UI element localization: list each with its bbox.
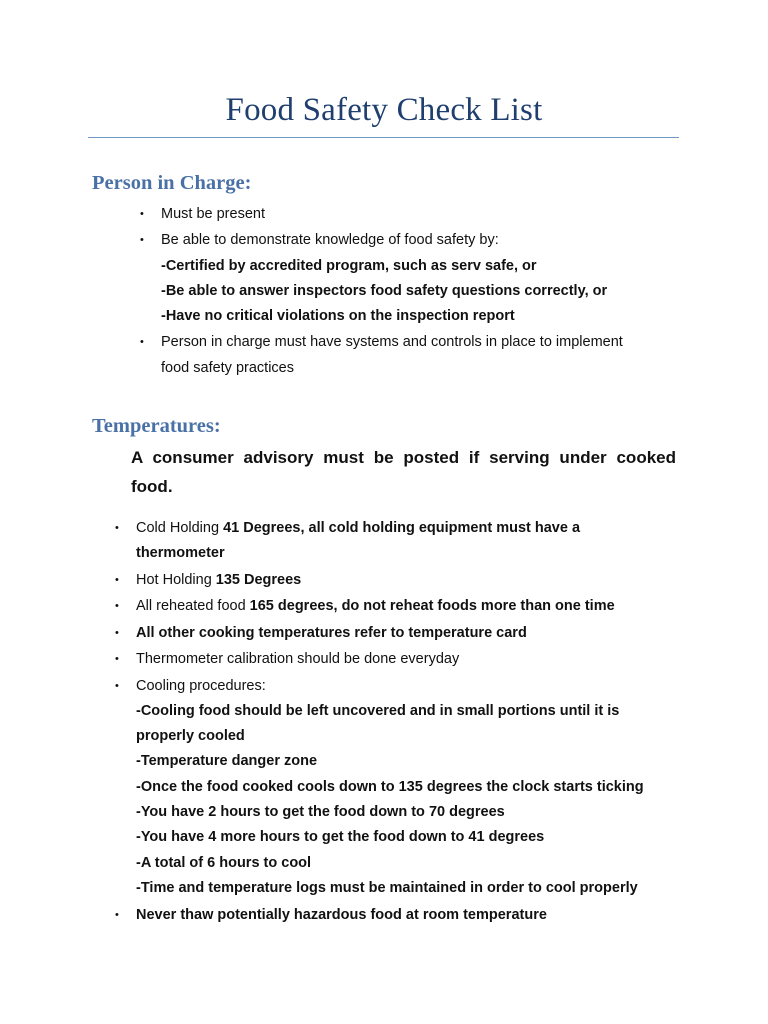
- cooling-sub-item: -You have 4 more hours to get the food down to 41 degrees: [136, 829, 545, 845]
- bullet-icon: •: [115, 909, 119, 921]
- sub-item: -Certified by accredited program, such as serv safe, or: [161, 258, 537, 274]
- list-item-hot-holding: [136, 571, 301, 589]
- sub-item: -Have no critical violations on the inspection report: [161, 308, 515, 324]
- bullet-icon: •: [140, 336, 144, 348]
- list-item-reheat: [136, 597, 615, 615]
- bullet-icon: •: [115, 600, 119, 612]
- list-item: Be able to demonstrate knowledge of food safety by:: [161, 232, 499, 248]
- cold-holding-value: 41 Degrees, all cold holding equipment must have a: [223, 520, 581, 536]
- list-item-calibration: Thermometer calibration should be done everyday: [136, 651, 460, 667]
- bullet-icon: •: [115, 680, 119, 692]
- cold-holding-label: Cold Holding: [136, 520, 224, 536]
- cooling-sub-item: -You have 2 hours to get the food down to 70 degrees: [136, 804, 505, 820]
- bullet-icon: •: [115, 522, 119, 534]
- heading-person-in-charge: Person in Charge:: [92, 172, 252, 194]
- cooling-sub-item: -Time and temperature logs must be maintained in order to cool properly: [136, 880, 638, 896]
- reheat-value: 165 degrees, do not reheat foods more than one time: [249, 598, 615, 614]
- bullet-icon: •: [115, 627, 119, 639]
- reheat-label: All reheated food: [136, 598, 250, 614]
- heading-temperatures: Temperatures:: [92, 415, 221, 437]
- bullet-icon: •: [140, 234, 144, 246]
- bullet-icon: •: [140, 208, 144, 220]
- cooling-sub-item: properly cooled: [136, 728, 245, 744]
- list-item: Person in charge must have systems and controls in place to implement: [161, 334, 623, 350]
- cooling-sub-item: -A total of 6 hours to cool: [136, 855, 312, 871]
- title-divider: [88, 137, 679, 138]
- bullet-icon: •: [115, 653, 119, 665]
- list-item-other-temps: All other cooking temperatures refer to temperature card: [136, 625, 527, 641]
- list-item-cold-holding: [136, 519, 580, 537]
- list-item-cooling: Cooling procedures:: [136, 678, 266, 694]
- bullet-icon: •: [115, 574, 119, 586]
- cooling-sub-item: -Once the food cooked cools down to 135 degrees the clock starts ticking: [136, 779, 644, 795]
- hot-holding-value: 135 Degrees: [215, 572, 302, 588]
- cooling-sub-item: -Temperature danger zone: [136, 753, 318, 769]
- cooling-sub-item: -Cooling food should be left uncovered and in small portions until it is: [136, 703, 620, 719]
- sub-item: -Be able to answer inspectors food safety questions correctly, or: [161, 283, 608, 299]
- list-item-continuation: food safety practices: [161, 360, 294, 376]
- list-item-thaw: Never thaw potentially hazardous food at room temperature: [136, 907, 547, 923]
- list-item-continuation: thermometer: [136, 545, 225, 561]
- consumer-advisory: A consumer advisory must be posted if serving under cooked food.: [131, 448, 676, 496]
- hot-holding-label: Hot Holding: [136, 572, 216, 588]
- document-title: Food Safety Check List: [225, 92, 543, 128]
- list-item: Must be present: [161, 206, 265, 222]
